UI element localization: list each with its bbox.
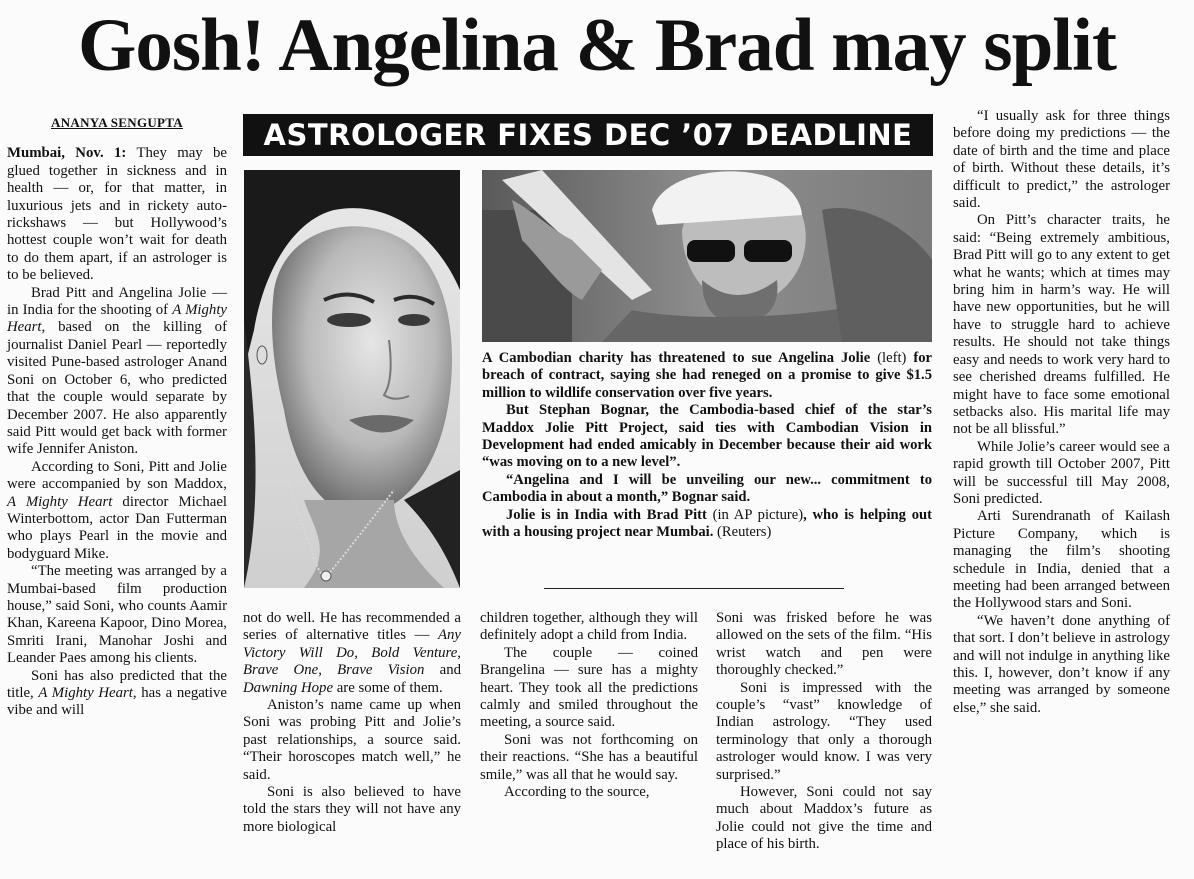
paragraph: Soni is impressed with the couple’s “vast” knowledge of Indian astrology. “They used terminology that only a thorough astrologer would know. I was very surprised.”	[716, 679, 932, 783]
title-suggestion: Brave Vision	[337, 662, 425, 679]
paragraph: Soni is also believed to have told the stars they will not have any more biological	[243, 784, 461, 835]
article-column-4	[716, 610, 932, 854]
paragraph: children together, although they will definitely adopt a child from India.	[480, 610, 698, 644]
caption-text: Jolie is in India with Brad Pitt	[506, 506, 713, 523]
portrait-image	[244, 170, 460, 588]
sub-headline-banner: ASTROLOGER FIXES DEC ’07 DEADLINE	[243, 114, 933, 156]
article-column-2	[243, 610, 461, 836]
title-suggestion: Dawning Hope	[243, 679, 334, 696]
caption-paragraph: “Angelina and I will be unveiling our new... commitment to Cambodia in about a month,” Bognar said.	[482, 471, 932, 506]
caption-credit: (Reuters)	[713, 524, 772, 541]
caption-paragraph	[482, 507, 932, 542]
paragraph: On Pitt’s character traits, he said: “Being extremely ambitious, Brad Pitt will go to any extent to get what he wants; which at times may bring him in harm’s way. He will have new opportunities, but he will have to struggle hard to achieve results. He should not take things easy and needs to work very hard to see cherished dreams fulfilled. He might have to face some emotional setbacks also. His marital life may not be all blissful.”	[953, 212, 1170, 438]
paragraph-text: and	[424, 662, 461, 679]
paragraph-text: ,	[457, 644, 461, 661]
film-title: A Mighty Heart	[7, 493, 113, 510]
paragraph-text: ,	[318, 662, 338, 679]
paragraph-text: not do well. He has recommended a series of alternative titles —	[243, 610, 461, 644]
paragraph: “We haven’t done anything of that sort. I don’t believe in astrology and will not indulge in anything like this. I, however, don’t know if any meeting was arranged by someone else,” she said.	[953, 612, 1170, 716]
title-suggestion: Bold Venture	[371, 644, 458, 661]
caption-text: , who is helping out with a housing project near Mumbai.	[482, 506, 932, 541]
headline: Gosh! Angelina & Brad may split	[78, 4, 1116, 87]
paragraph	[7, 668, 227, 720]
caption-text: for breach of contract, saying she had reneged on a promise to give $1.5 million to wildlife conservation over five years.	[482, 350, 932, 401]
paragraph-text: , based on the killing of journalist Daniel Pearl — reportedly visited Pune-based astrologer Anand Soni on October 6, who predicted that the couple would separate by December 2007. He also apparently said Pitt would get back with former wife Jennifer Aniston.	[7, 319, 227, 458]
paragraph	[243, 610, 461, 697]
paragraph-text: director Michael Winterbottom, actor Dan Futterman who plays Pearl in the movie and bodyguard Mike.	[7, 493, 227, 562]
paragraph: Soni was not forthcoming on their reactions. “She has a beautiful smile,” was all that he would say.	[480, 731, 698, 783]
paragraph-text: are some of them.	[333, 679, 443, 696]
brad-pitt-photo	[482, 170, 932, 342]
byline: ANANYA SENGUPTA	[51, 115, 183, 130]
dateline: Mumbai, Nov. 1:	[7, 145, 127, 162]
paragraph: According to the source,	[504, 784, 650, 801]
paragraph-text: Brad Pitt and Angelina Jolie — in India for the shooting of	[7, 284, 227, 319]
paragraph: Arti Surendranath of Kailash Picture Company, which is managing the film’s shooting schedule in India, denied that a meeting had been arranged between the Hollywood stars and Soni.	[953, 508, 1170, 612]
paragraph-text: They may be glued together in sickness and in health — or, for that matter, in luxurious jets and in rickety auto-rickshaws — but Hollywood’s hottest couple won’t wait for death to do them apart, if an astrologer is to be believed.	[7, 145, 227, 284]
caption-text: (left)	[877, 350, 907, 366]
paragraph-text: ,	[354, 644, 372, 661]
paragraph: Aniston’s name came up when Soni was probing Pitt and Jolie’s past relationships, a source said. “Their horoscopes match well,” he said.	[243, 697, 461, 783]
photo-image	[482, 170, 932, 342]
paragraph-text: According to Soni, Pitt and Jolie were accompanied by son Maddox,	[7, 458, 227, 493]
paragraph	[7, 145, 227, 284]
paragraph: “I usually ask for three things before doing my predictions — the date of birth and the time and place of birth. Without these details, it’s difficult to predict,” the astrologer said.	[953, 108, 1170, 212]
paragraph-text: , has a negative vibe and will	[7, 685, 227, 719]
caption-paragraph	[482, 350, 932, 402]
paragraph: “The meeting was arranged by a Mumbai-based film production house,” said Soni, who counts Aamir Khan, Kareena Kapoor, Dino Morea, Smriti Irani, Manohar Joshi and Leander Paes among his clients.	[7, 563, 227, 667]
divider	[544, 588, 844, 589]
paragraph: Soni was frisked before he was allowed on the sets of the film. “His wrist watch and pen were thoroughly checked.”	[716, 610, 932, 679]
caption-text: (in AP picture)	[712, 506, 804, 523]
paragraph: The couple — coined Brangelina — sure has a mighty heart. They took all the predictions calmly and smiled throughout the meeting, a source said.	[480, 644, 698, 731]
paragraph: While Jolie’s career would see a rapid growth till October 2007, Pitt will be successful till May 2008, Soni predicted.	[953, 438, 1170, 507]
paragraph-text: Soni has also predicted that the title,	[7, 667, 227, 701]
paragraph	[7, 285, 227, 459]
film-title: A Mighty Heart	[7, 302, 227, 336]
angelina-jolie-photo	[244, 170, 460, 588]
photo-caption	[482, 350, 932, 541]
title-suggestion: Brave One	[243, 662, 319, 679]
title-suggestion: Any Victory Will Do	[243, 627, 461, 661]
caption-paragraph: But Stephan Bognar, the Cambodia-based chief of the star’s Maddox Jolie Pitt Project, said ties with Cambodian Vision in Development had ended amicably in December because their aid work “was moving on to a new level”.	[482, 402, 932, 471]
article-column-3	[480, 610, 698, 801]
film-title: A Mighty Heart	[38, 685, 133, 701]
paragraph	[7, 459, 227, 563]
article-column-1	[7, 114, 227, 720]
article-column-5	[953, 108, 1170, 717]
caption-text: A Cambodian charity has threatened to sue Angelina Jolie	[482, 350, 878, 366]
paragraph: However, Soni could not say much about Maddox’s future as Jolie could not give the time and place of his birth.	[716, 784, 932, 853]
